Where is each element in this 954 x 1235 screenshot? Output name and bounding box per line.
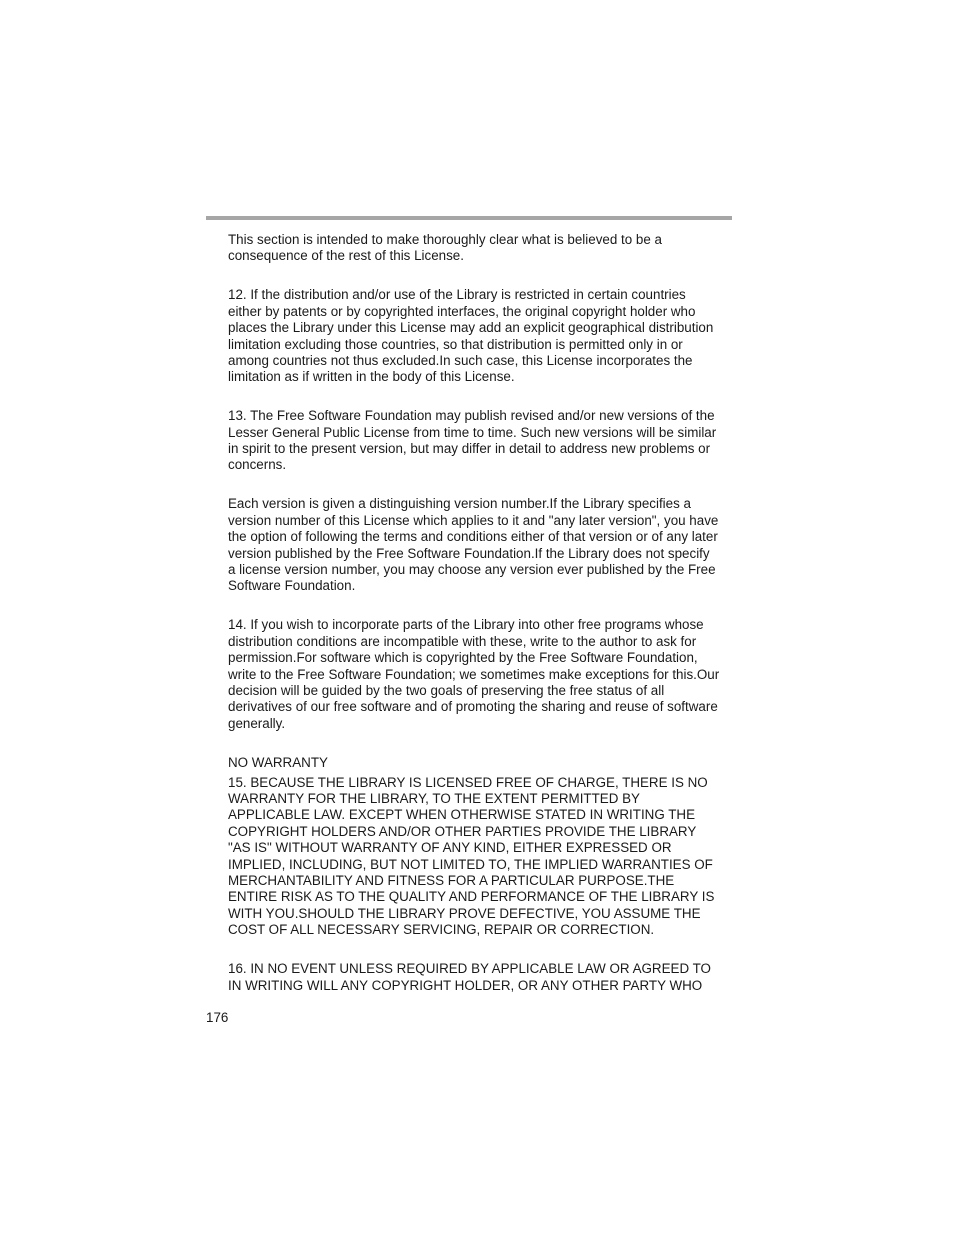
paragraph-section-16: 16. IN NO EVENT UNLESS REQUIRED BY APPLICABLE LAW OR AGREED TO IN WRITING WILL ANY COPYRIGHT HOLDER, OR ANY OTHER PARTY WHO (228, 961, 711, 993)
license-text-body (228, 232, 732, 1016)
paragraph-section-12: 12. If the distribution and/or use of the Library is restricted in certain countries either by patents or by copyrighted interfaces, the original copyright holder who places the Library under this License may add an explicit geographical distribution limitation excluding those countries, so that distribution is permitted only in or among countries not thus excluded.In such case, this License incorporates the limitation as if written in the body of this License. (228, 287, 714, 385)
paragraph-intro: This section is intended to make thoroughly clear what is believed to be a consequence of the rest of this License. (228, 232, 662, 264)
no-warranty-heading: NO WARRANTY (228, 754, 328, 770)
paragraph-version-number: Each version is given a distinguishing version number.If the Library specifies a version number of this License which applies to it and "any later version", you have the option of following the terms and conditions either of that version or of any later version published by the Free Software Foundation.If the Library does not specify a license version number, you may choose any version ever published by the Free Software Foundation. (228, 496, 719, 594)
page-number: 176 (206, 1010, 229, 1025)
paragraph-section-14: 14. If you wish to incorporate parts of the Library into other free programs whose distribution conditions are incompatible with these, write to the author to ask for permission.For software which is copyrighted by the Free Software Foundation, write to the Free Software Foundation; we sometimes make exceptions for this.Our decision will be guided by the two goals of preserving the free status of all derivatives of our free software and of promoting the sharing and reuse of software generally. (228, 617, 720, 731)
paragraph-section-15: 15. BECAUSE THE LIBRARY IS LICENSED FREE OF CHARGE, THERE IS NO WARRANTY FOR THE LIBRARY, TO THE EXTENT PERMITTED BY APPLICABLE LAW. EXCEPT WHEN OTHERWISE STATED IN WRITING THE COPYRIGHT HOLDERS AND/OR OTHER PARTIES PROVIDE THE LIBRARY "AS IS" WITHOUT WARRANTY OF ANY KIND, EITHER EXPRESSED OR IMPLIED, INCLUDING, BUT NOT LIMITED TO, THE IMPLIED WARRANTIES OF MERCHANTABILITY AND FITNESS FOR A PARTICULAR PURPOSE.THE ENTIRE RISK AS TO THE QUALITY AND PERFORMANCE OF THE LIBRARY IS WITH YOU.SHOULD THE LIBRARY PROVE DEFECTIVE, YOU ASSUME THE COST OF ALL NECESSARY SERVICING, REPAIR OR CORRECTION. (228, 774, 715, 938)
paragraph-section-13: 13. The Free Software Foundation may publish revised and/or new versions of the Lesser General Public License from time to time. Such new versions will be similar in spirit to the present version, but may differ in detail to address new problems or concerns. (228, 408, 717, 473)
header-rule (206, 216, 732, 220)
